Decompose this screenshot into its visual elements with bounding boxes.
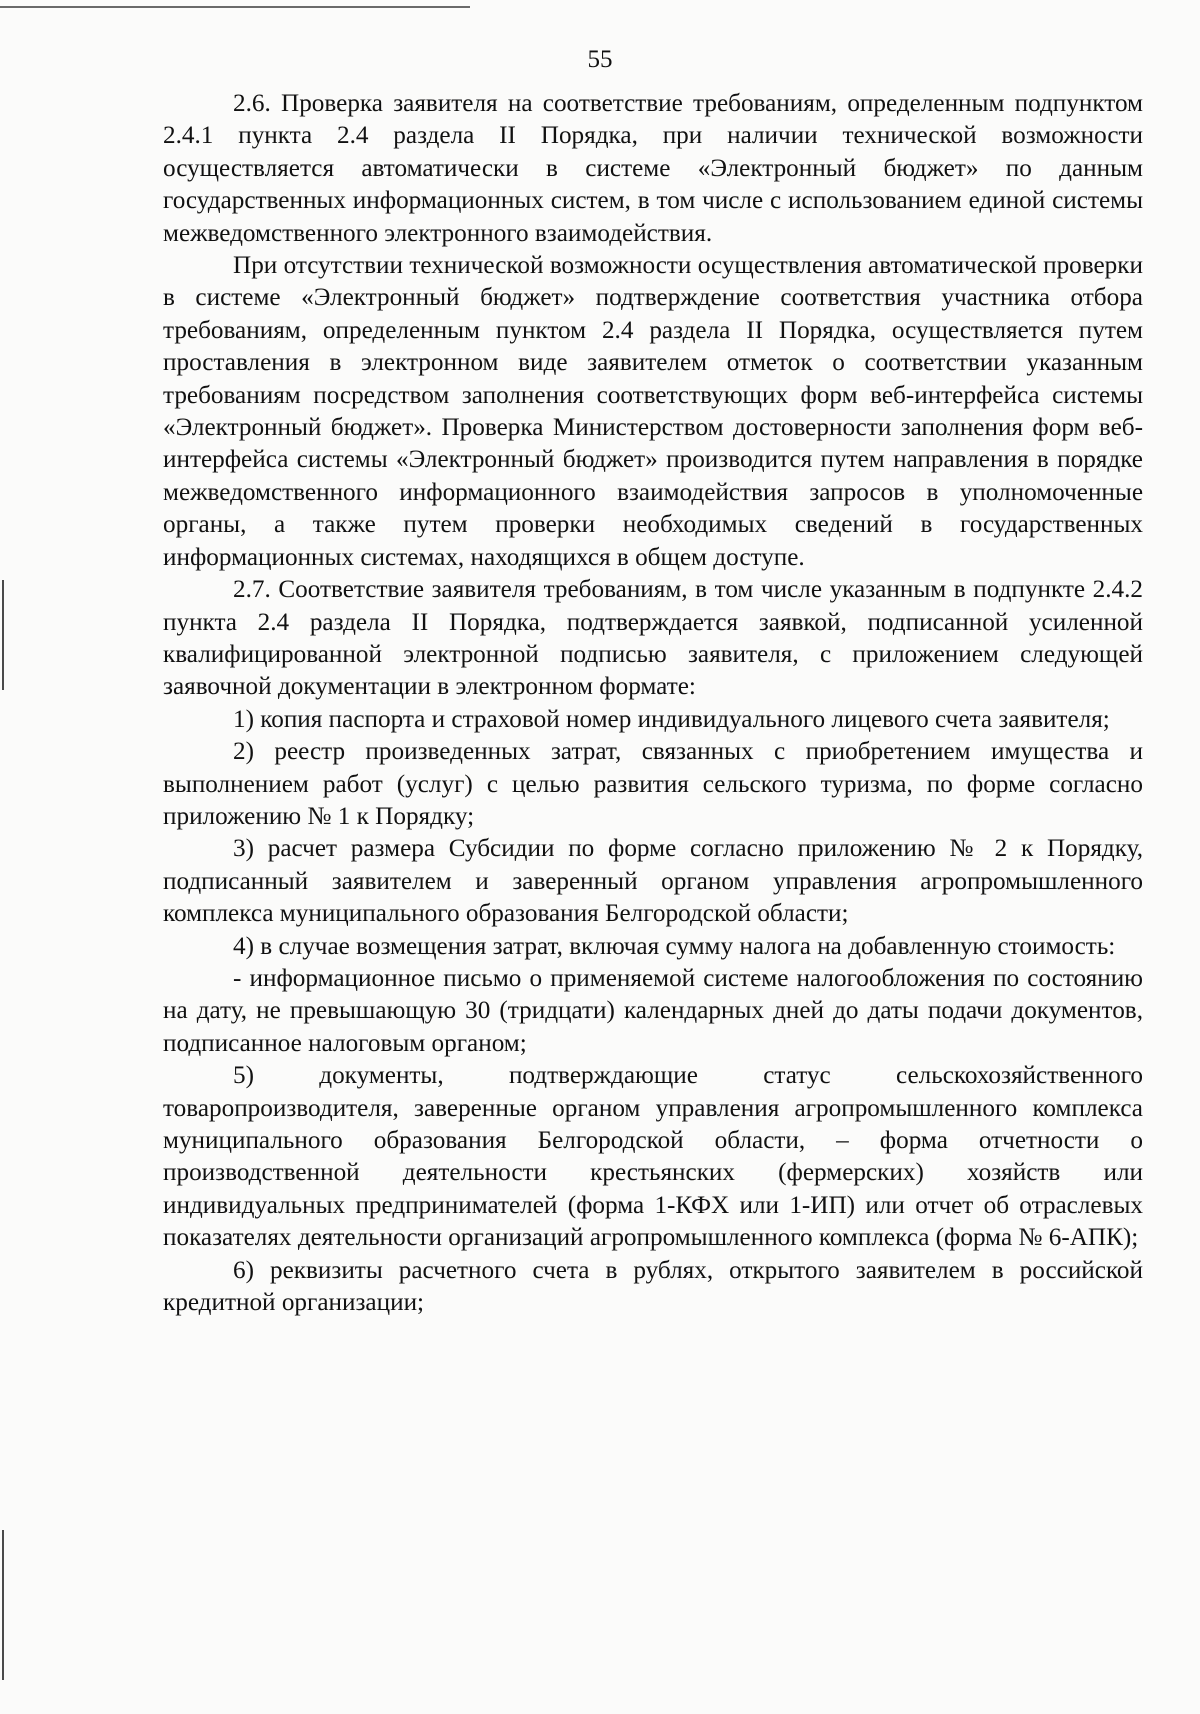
paragraph-2-6: 2.6. Проверка заявителя на соответствие требованиям, определенным подпунктом 2.4.1 пункта 2.4 раздела II Порядка, при наличии технической возможности осуществляется автоматически в системе «Электронный бюджет» по данным государственных информационных систем, в том числе с использованием единой системы межведомственного электронного взаимодействия. (163, 90, 1143, 247)
list-item-4-sub: - информационное письмо о применяемой системе налогообложения по состоянию на дату, не превышающую 30 (тридцати) календарных дней до даты подачи документов, подписанное налоговым органом; (163, 964, 1143, 1057)
list-item-2: 2) реестр произведенных затрат, связанных с приобретением имущества и выполнением работ (услуг) с целью развития сельского туризма, по форме согласно приложению № 1 к Порядку; (163, 738, 1143, 830)
list-item-5: 5) документы, подтверждающие статус сельскохозяйственного товаропроизводителя, заверенные органом управления агропромышленного комплекса муниципального образования Белгородской области, – форма отчетности о производственной деятельности крестьянских (фермерских) хозяйств или индивидуальных предпринимателей (форма 1-КФХ или 1-ИП) или отчет об отраслевых показателях деятельности организаций агропромышленного комплекса (форма № 6-АПК); (163, 1062, 1143, 1252)
scan-edge-mark (2, 1530, 4, 1680)
paragraph-2-7: 2.7. Соответствие заявителя требованиям, в том числе указанным в подпункте 2.4.2 пункта 2.4 раздела II Порядка, подтверждается заявкой, подписанной усиленной квалифицированной электронной подписью заявителя, с приложением следующей заявочной документации в электронном формате: (163, 576, 1143, 701)
scan-edge-mark (2, 580, 4, 690)
list-item-3: 3) расчет размера Субсидии по форме согласно приложению № 2 к Порядку, подписанный заявителем и заверенный органом управления агропромышленного комплекса муниципального образования Белгородской области; (163, 835, 1143, 928)
list-item-1: 1) копия паспорта и страховой номер индивидуального лицевого счета заявителя; (233, 705, 1110, 733)
list-item-4: 4) в случае возмещения затрат, включая сумму налога на добавленную стоимость: (233, 932, 1116, 960)
page-number: 55 (587, 46, 613, 73)
top-rule (0, 6, 470, 8)
list-item-6: 6) реквизиты расчетного счета в рублях, открытого заявителем в российской кредитной организации; (163, 1256, 1143, 1317)
paragraph-no-tech: При отсутствии технической возможности осуществления автоматической проверки в системе «Электронный бюджет» подтверждение соответствия участника отбора требованиям, определенным пунктом 2.4 раздела II Порядка, осуществляется путем проставления в электронном виде заявителем отметок о соответствии указанным требованиям посредством заполнения соответствующих форм веб-интерфейса системы «Электронный бюджет». Проверка Министерством достоверности заполнения форм веб-интерфейса системы «Электронный бюджет» производится путем направления в порядке межведомственного информационного взаимодействия запросов в уполномоченные органы, а также путем проверки необходимых сведений в государственных информационных системах, находящихся в общем доступе. (163, 252, 1143, 571)
document-body (163, 88, 1143, 1319)
